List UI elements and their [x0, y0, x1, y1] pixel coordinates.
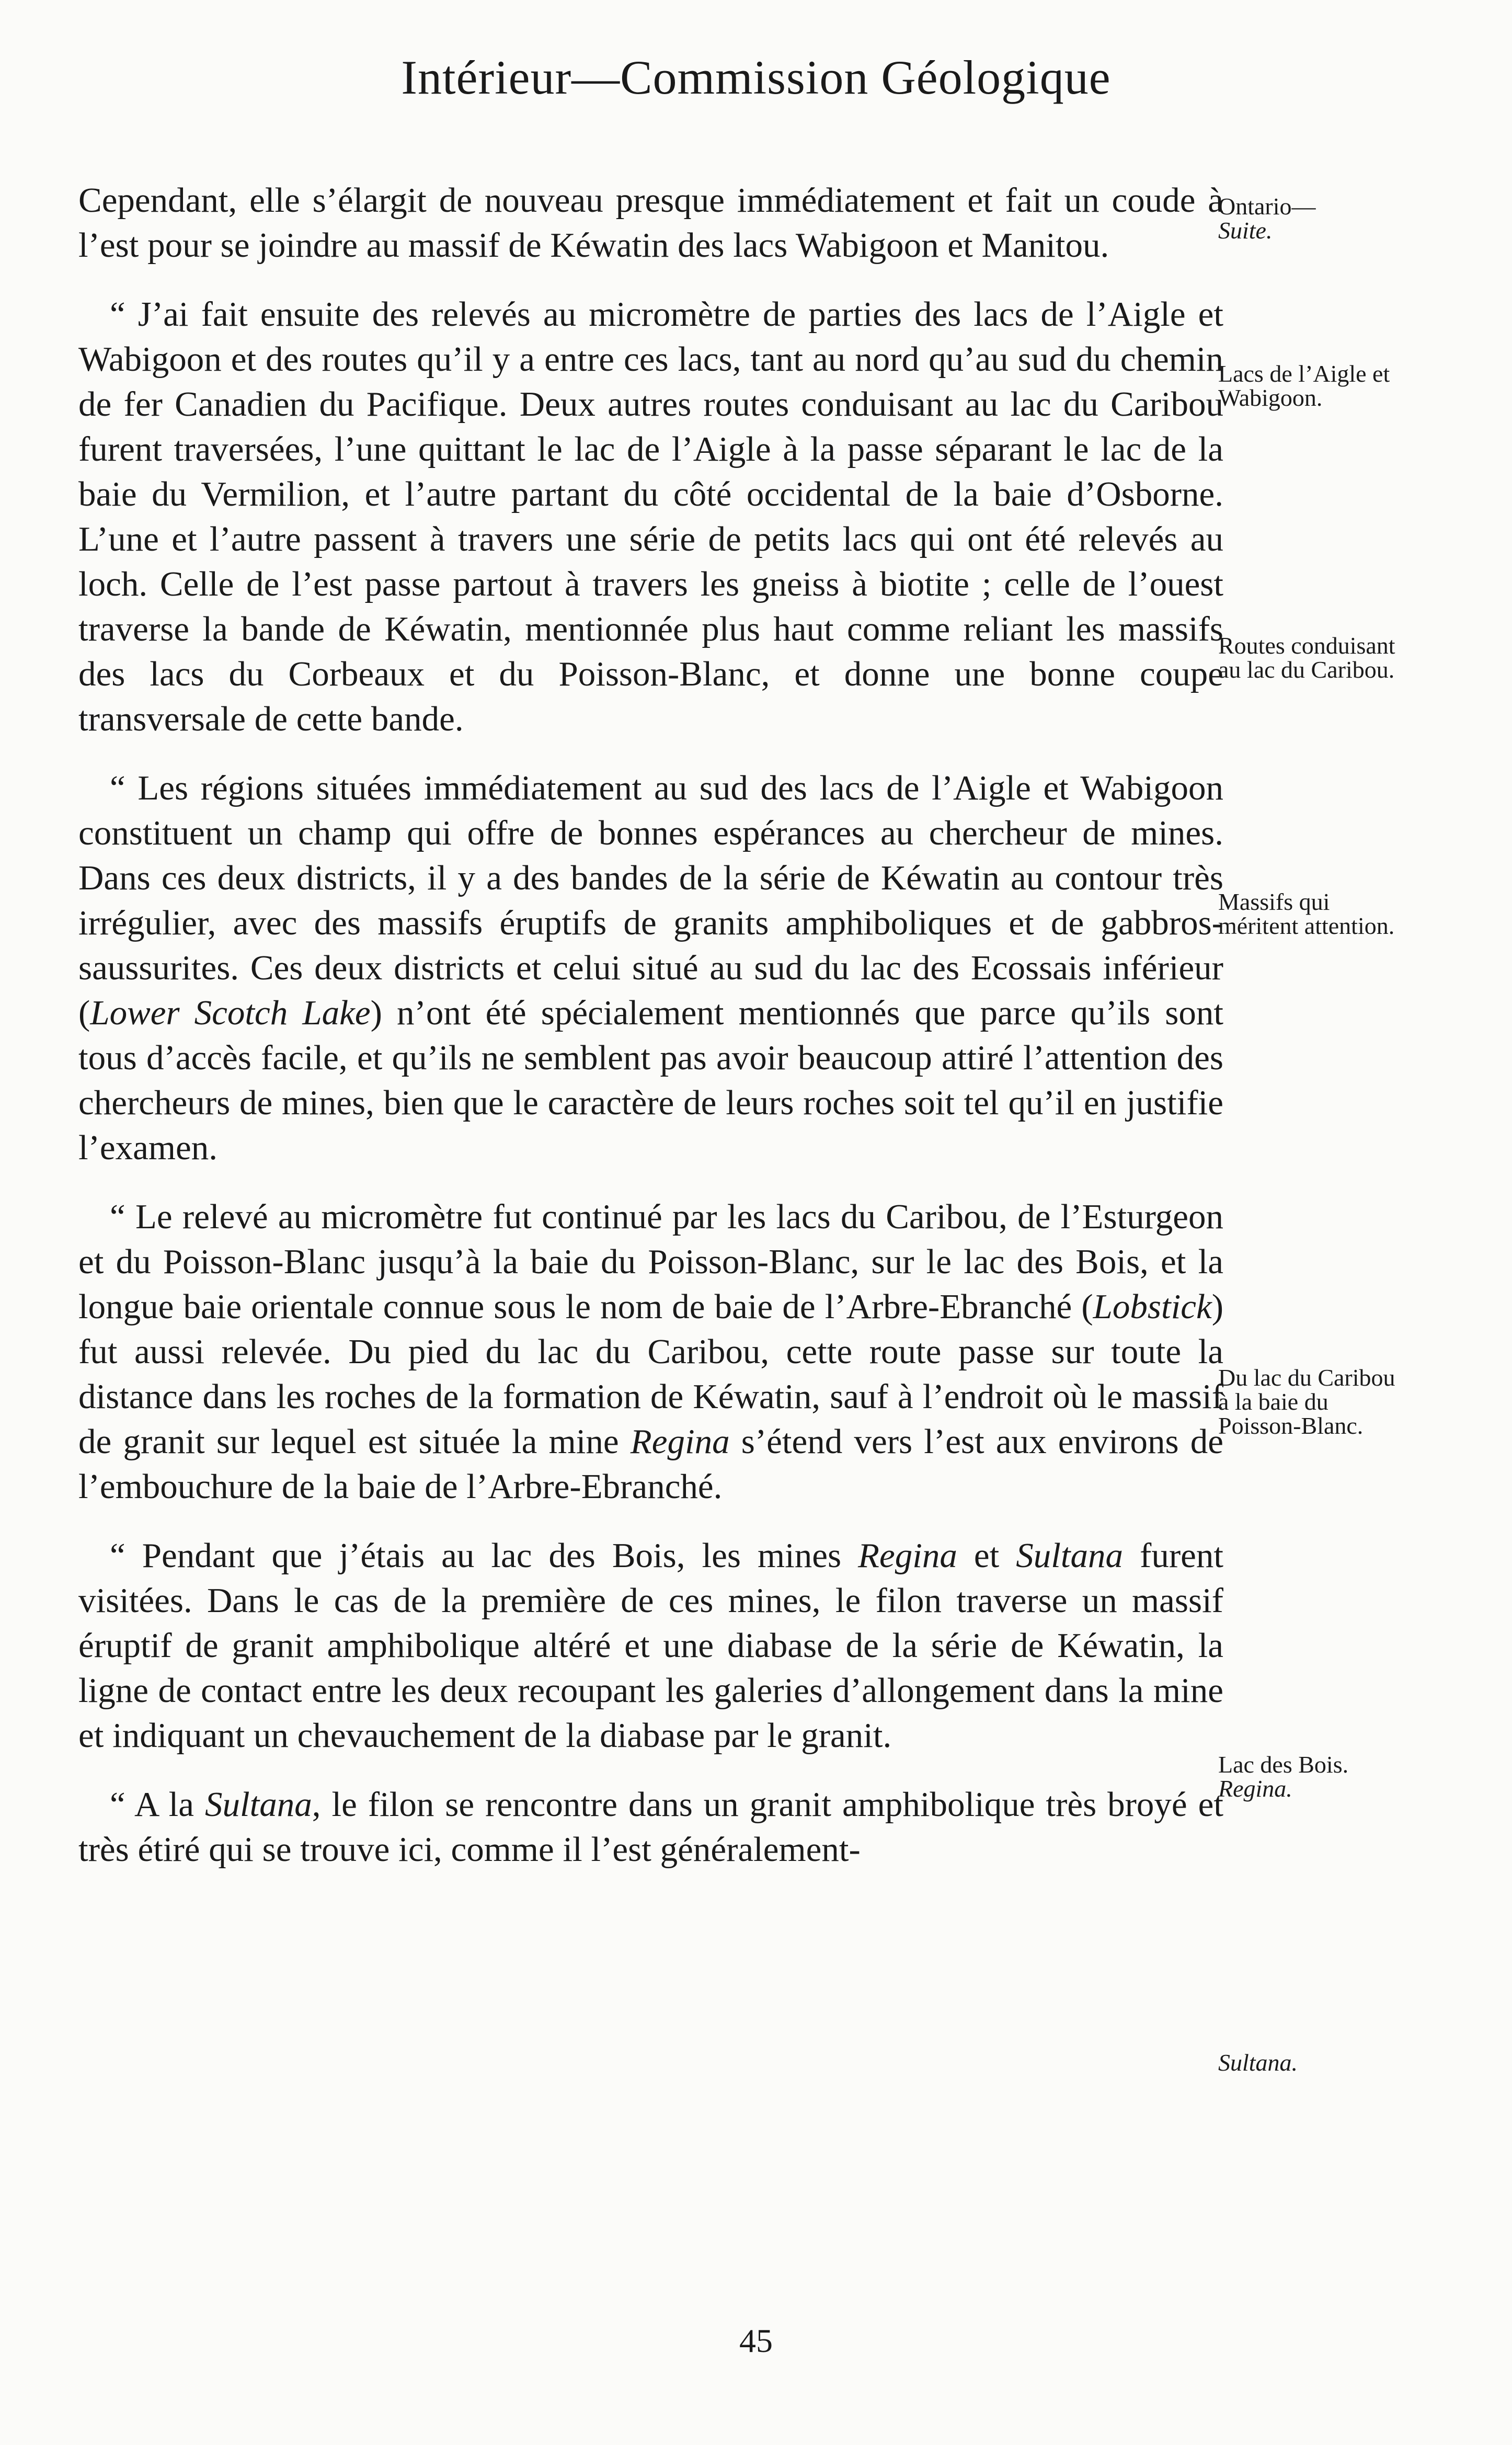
paragraph-1: Cependant, elle s’élargit de nouveau presque immédiatement et fait un coude à l’est pour se joindre au massif de Kéwatin des lacs Wabigoon et Manitou. [78, 181, 1223, 265]
main-text-column [78, 178, 1223, 1896]
sidenote-lac-des-bois: Lac des Bois. Regina. [1218, 1751, 1349, 1802]
sidenote-lacs-aigle: Lacs de l’Aigle et Wabigoon. [1218, 360, 1390, 411]
sidenote-du-lac: Du lac du Caribou à la baie du Poisson-Blanc. [1218, 1364, 1395, 1439]
page-number: 45 [739, 2322, 773, 2359]
paragraph-4: “ Le relevé au micromètre fut continué par les lacs du Caribou, de l’Esturgeon et du Poisson-Blanc jusqu’à la baie du Poisson-Blanc, sur le lac des Bois, et la longue baie orientale connue sous le nom de baie de l’Arbre-Ebranché (Lobstick) fut aussi relevée. Du pied du lac du Caribou, cette route passe sur toute la distance dans les roches de la formation de Kéwatin, sauf à l’endroit où le massif de granit sur lequel est située la mine Regina s’étend vers l’est aux environs de l’embouchure de la baie de l’Arbre-Ebranché. [78, 1197, 1223, 1506]
sidenote-massifs: Massifs qui méritent attention. [1218, 888, 1395, 939]
paragraph-6: “ A la Sultana, le filon se rencontre dans un granit amphibolique très broyé et très étiré qui se trouve ici, comme il l’est généralement- [78, 1785, 1223, 1869]
sidenote-ontario: Ontario— Suite. [1218, 193, 1316, 244]
paragraph-5: “ Pendant que j’étais au lac des Bois, les mines Regina et Sultana furent visitées. Dans le cas de la première de ces mines, le filon traverse un massif éruptif de granit amphibolique altéré et une diabase de la série de Kéwatin, la ligne de contact entre les deux recoupant les galeries d’allongement dans la mine et indiquant un chevauchement de la diabase par le granit. [78, 1536, 1223, 1755]
sidenote-routes: Routes conduisant au lac du Caribou. [1218, 632, 1395, 683]
paragraph-3: “ Les régions situées immédiatement au sud des lacs de l’Aigle et Wabigoon constituent un champ qui offre de bonnes espérances au chercheur de mines. Dans ces deux districts, il y a des bandes de la série de Kéwatin au contour très irrégulier, avec des massifs éruptifs de granits amphiboliques et de gabbros-saussurites. Ces deux districts et celui situé au sud du lac des Ecossais inférieur (Lower Scotch Lake) n’ont été spécialement mentionnés que parce qu’ils sont tous d’accès facile, et qu’ils ne semblent pas avoir beaucoup attiré l’attention des chercheurs de mines, bien que le caractère de leurs roches soit tel qu’il en justifie l’examen. [78, 769, 1223, 1167]
page-title: Intérieur—Commission Géologique [401, 51, 1111, 104]
sidenote-sultana: Sultana. [1218, 2049, 1298, 2076]
paragraph-2: “ J’ai fait ensuite des relevés au micromètre de parties des lacs de l’Aigle et Wabigoon et des routes qu’il y a entre ces lacs, tant au nord qu’au sud du chemin de fer Canadien du Pacifique. Deux autres routes conduisant au lac du Caribou furent traversées, l’une quittant le lac de l’Aigle à la passe séparant le lac de la baie du Vermilion, et l’autre partant du côté occidental de la baie d’Osborne. L’une et l’autre passent à travers une série de petits lacs qui ont été relevés au loch. Celle de l’est passe partout à travers les gneiss à biotite ; celle de l’ouest traverse la bande de Kéwatin, mentionnée plus haut comme reliant les massifs des lacs du Corbeaux et du Poisson-Blanc, et donne une bonne coupe transversale de cette bande. [78, 295, 1223, 738]
